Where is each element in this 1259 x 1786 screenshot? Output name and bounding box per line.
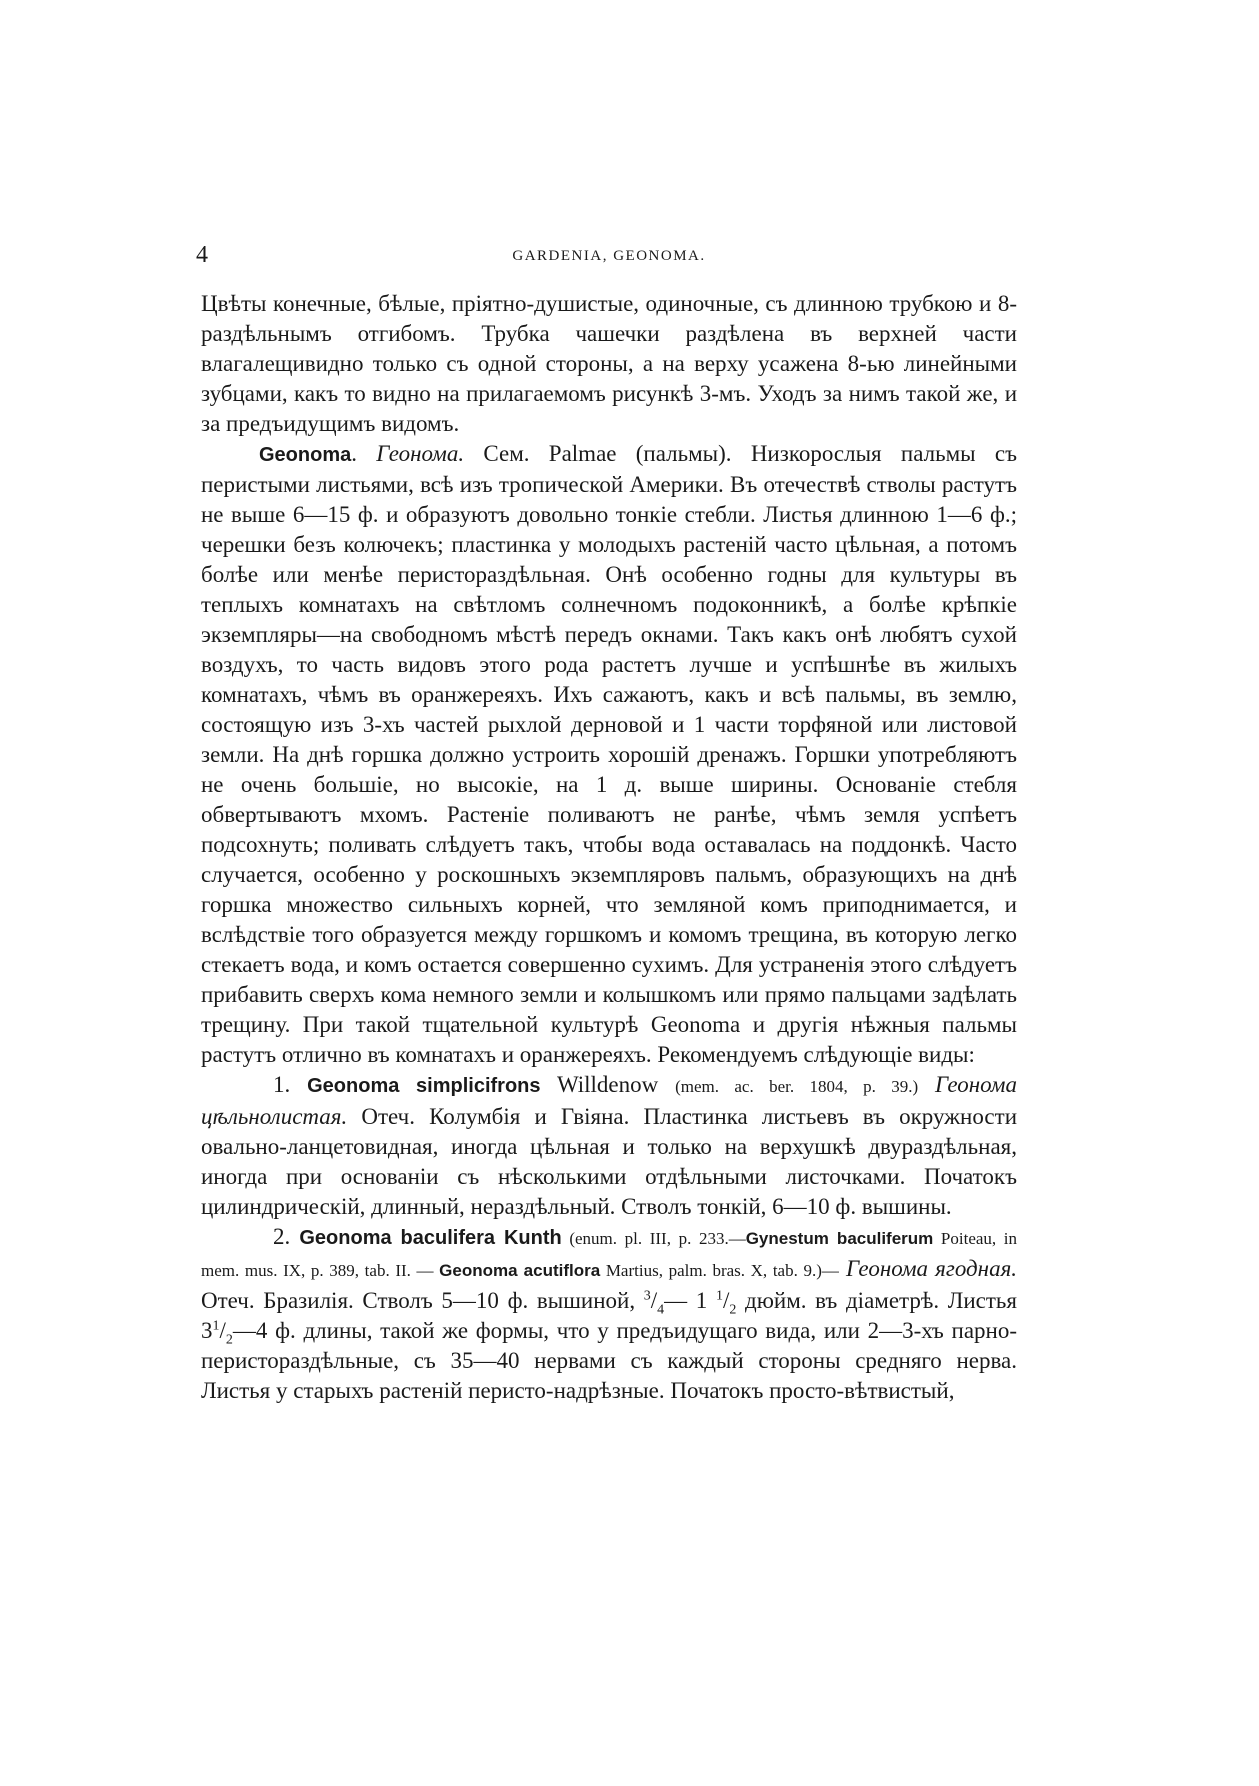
species-entry-2: 2. Geonoma baculifera Kunth (enum. pl. III, p. 233.—Gynestum baculiferum Poiteau, in mem. mus. IX, p. 389, tab. II. — Geonoma acutiflora Martius, palm. bras. X, tab. 9.)— Геонома ягодная. Отеч. Бразилія. Стволъ 5—10 ф. вышиной, $^3/_4—$ 1 $^1/_2$ дюйм. въ діаметрѣ. Листья $3^1/_2—4$ ф. длины, такой же формы, что у предъидущаго вида, или 2—3-хъ парно-перистораздѣльные, съ 35—40 нервами съ каждый стороны средняго нерва. Листья у старыхъ растеній перисто-надрѣзные. Початокъ просто-вѣтвистый, bbox=[201, 1224, 1018, 1403]
body-text bbox=[201, 289, 1017, 1406]
species-description: —4 ф. длины, такой же формы, что у предъидущаго вида, или 2—3-хъ парно-перистораздѣльные, съ 35—40 нервами съ каждый стороны средняго нерва. Листья у старыхъ растеній перисто-надрѣзные. Початокъ просто-вѣтвистый, bbox=[201, 1318, 1017, 1403]
species-description: дюйм. въ діаметрѣ. Листья 3 bbox=[201, 1288, 1017, 1343]
paragraph-geonoma-intro bbox=[201, 439, 1017, 1070]
fraction-numerator: 1 bbox=[212, 1318, 220, 1334]
species-name: Geonoma baculifera Kunth bbox=[299, 1227, 562, 1249]
species-citation: Poiteau, in mem. mus. IX, p. 389, tab. II. — bbox=[201, 1229, 1018, 1280]
genus-russian-name: Геонома. bbox=[376, 441, 465, 466]
genus-description: Сем. Palmae (пальмы). Низкорослыя пальмы съ перистыми листьями, всѣ изъ тропической Америки. Въ отечествѣ стволы растутъ не выше 6—15 ф. и образуютъ довольно тонкіе стебли. Листья длинною 1—6 ф.; черешки безъ колючекъ; пластинка у молодыхъ растеній часто цѣльная, а потомъ болѣе или менѣе перистораздѣльная. Онѣ особенно годны для культуры въ теплыхъ комнатахъ на свѣтломъ солнечномъ подоконникѣ, а болѣе крѣпкіе экземпляры—на свободномъ мѣстѣ передъ окнами. Такъ какъ онѣ любятъ сухой воздухъ, то часть видовъ этого рода растетъ лучше и успѣшнѣе въ жилыхъ комнатахъ, чѣмъ въ оранжереяхъ. Ихъ сажаютъ, какъ и всѣ пальмы, въ землю, состоящую изъ 3-хъ частей рыхлой дерновой и 1 части торфяной или листовой земли. На днѣ горшка должно устроить хорошій дренажъ. Горшки употребляютъ не очень большіе, но высокіе, на 1 д. выше ширины. Основаніе стебля обвертываютъ мхомъ. Растеніе поливаютъ не ранѣе, чѣмъ земля успѣетъ подсохнуть; поливать слѣдуетъ такъ, чтобы вода оставалась на поддонкѣ. Часто случается, особенно у роскошныхъ экземпляровъ пальмъ, образующихъ на днѣ горшка множество сильныхъ корней, что земляной комъ приподнимается, и вслѣдствіе того образуется между горшкомъ и комомъ трещина, въ которую легко стекаетъ вода, и комъ остается совершенно сухимъ. Для устраненія этого слѣдуетъ прибавить сверхъ кома немного земли и колышкомъ или прямо пальцами задѣлать трещину. При такой тщательной культурѣ Geonoma и другія нѣжныя пальмы растутъ отлично въ комнатахъ и оранжереяхъ. Рекомендуемъ слѣдующіе виды: bbox=[201, 441, 1017, 1067]
fraction-numerator: 1 bbox=[715, 1288, 723, 1304]
species-description: — 1 bbox=[664, 1288, 716, 1313]
header-title: GARDENIA, GEONOMA. bbox=[512, 248, 706, 264]
species-name: Geonoma simplicifrons bbox=[307, 1075, 541, 1097]
species-russian-name: Геонома цѣльнолистая. bbox=[201, 1072, 1017, 1129]
genus-separator: . bbox=[351, 441, 377, 466]
fraction-denominator: 2 bbox=[729, 1302, 737, 1318]
running-head bbox=[196, 242, 1022, 276]
species-description: Отеч. Бразилія. Стволъ 5—10 ф. вышиной, bbox=[201, 1288, 644, 1313]
genus-name: Geonoma bbox=[259, 444, 352, 466]
synonym-name: Geonoma acutiflora bbox=[439, 1261, 601, 1280]
species-citation: Martius, palm. bras. X, tab. 9.)— bbox=[600, 1261, 839, 1280]
species-russian-name: Геонома ягодная. bbox=[838, 1256, 1018, 1281]
species-citation: (mem. ac. ber. 1804, p. 39.) bbox=[675, 1077, 919, 1096]
fraction-denominator: 2 bbox=[225, 1332, 233, 1348]
fraction-numerator: 3 bbox=[643, 1288, 651, 1304]
fraction-denominator: 4 bbox=[657, 1302, 665, 1318]
synonym-name: Gynestum baculiferum bbox=[745, 1229, 934, 1248]
species-number: 2. bbox=[273, 1224, 300, 1249]
species-entry-1 bbox=[201, 1070, 1017, 1222]
species-number: 1. bbox=[273, 1072, 308, 1097]
species-author: Willdenow bbox=[540, 1072, 676, 1097]
paragraph-gardenia-continuation: Цвѣты конечные, бѣлые, пріятно-душистые, одиночные, съ длинною трубкою и 8- раздѣльнымъ отгибомъ. Трубка чашечки раздѣлена въ верхней части влагалещивидно только съ одной стороны, а на верху усажена 8-ью линейными зубцами, какъ то видно на прилагаемомъ рисункѣ 3-мъ. Уходъ за нимъ такой же, и за предъидущимъ видомъ. bbox=[201, 291, 1017, 436]
page-number: 4 bbox=[196, 242, 208, 268]
species-citation: (enum. pl. III, p. 233.— bbox=[561, 1229, 746, 1248]
species-description: Отеч. Колумбія и Гвіяна. Пластинка листьевъ въ окружности овально-ланцетовидная, иногда цѣльная и только на верхушкѣ двураздѣльная, иногда при основаніи съ нѣсколькими отдѣльными листочками. Початокъ цилиндрическій, длинный, нераздѣльный. Стволъ тонкій, 6—10 ф. вышины. bbox=[201, 1104, 1017, 1219]
